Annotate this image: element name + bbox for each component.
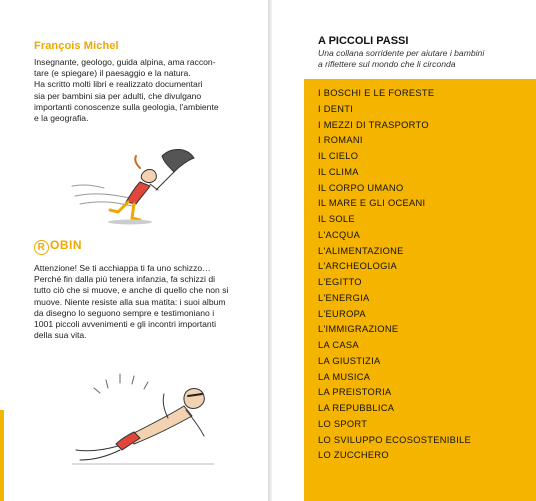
series-title-item: LO SVILUPPO ECOSOSTENIBILE — [318, 434, 471, 445]
series-title-item: I DENTI — [318, 103, 354, 114]
author-bio-line: sia per bambini sia per adulti, che divulgano — [34, 90, 202, 101]
logo-initial: R — [34, 240, 49, 255]
author-name: François Michel — [34, 40, 119, 52]
right-page — [272, 0, 536, 501]
series-title-item: L'EGITTO — [318, 277, 362, 287]
author-bio — [34, 57, 254, 124]
series-title-item: LA REPUBBLICA — [318, 403, 395, 413]
series-title-item: I BOSCHI E LE FORESTE — [318, 88, 435, 98]
series-title-item: LA CASA — [318, 340, 359, 350]
author-bio-line: Insegnante, geologo, guida alpina, ama raccon- — [34, 57, 216, 67]
author-bio-line: importanti conoscenze sulla geologia, l'ambiente — [34, 101, 219, 112]
series-title-item: LO ZUCCHERO — [318, 450, 389, 461]
yellow-edge-strip — [0, 410, 4, 501]
author-bio-line: e la geografia. — [34, 113, 89, 124]
illustrator-bio-line: tutto ciò che si muove, e anche di quello che non si — [34, 285, 229, 296]
series-subtitle — [318, 48, 528, 71]
series-titles-list — [318, 86, 471, 464]
series-title-item: LA MUSICA — [318, 371, 371, 382]
illustrator-bio-line: Attenzione! Se ti acchiappa ti fa uno schizzo… — [34, 263, 211, 273]
series-title-item: L'ALIMENTAZIONE — [318, 245, 404, 256]
series-title-item: IL CIELO — [318, 151, 359, 161]
illustrator-logo — [34, 238, 82, 255]
illustrator-bio-line: 1001 piccoli avvenimenti e gli incontri importanti — [34, 319, 216, 330]
series-title-item: L'ARCHEOLOGIA — [318, 261, 398, 272]
series-title-item: LA GIUSTIZIA — [318, 355, 381, 366]
series-title-item: IL CLIMA — [318, 166, 359, 177]
series-title-item: IL MARE E GLI OCEANI — [318, 198, 426, 209]
illustrator-bio-line: muove. Niente resiste alla sua matita: i suoi album — [34, 296, 226, 307]
series-title-item: I ROMANI — [318, 135, 363, 146]
series-title-item: I MEZZI DI TRASPORTO — [318, 119, 429, 130]
series-title-item: L'ENERGIA — [318, 292, 370, 303]
author-bio-line: Ha scritto molti libri e realizzato documentari — [34, 79, 203, 90]
sunbather-illustration — [68, 370, 218, 468]
series-subtitle-line: a riflettere sul mondo che li circonda — [318, 59, 456, 70]
illustrator-bio-line: da disegno lo seguono sempre e testimoniano i — [34, 307, 215, 318]
series-title: A PICCOLI PASSI — [318, 35, 409, 47]
series-title-item: LA PREISTORIA — [318, 387, 392, 398]
logo-rest: OBIN — [50, 238, 82, 252]
author-bio-line: tare (e spiegare) il paesaggio e la natura. — [34, 68, 191, 79]
series-title-item: LO SPORT — [318, 418, 368, 429]
series-title-item: IL CORPO UMANO — [318, 182, 404, 193]
series-title-item: L'EUROPA — [318, 308, 366, 319]
umbrella-wind-illustration — [70, 138, 200, 226]
illustrator-bio-line: Perché fin dalla più tenera infanzia, fa schizzi di — [34, 274, 216, 285]
series-title-item: L'ACQUA — [318, 229, 361, 240]
series-subtitle-line: Una collana sorridente per aiutare i bambini — [318, 48, 485, 58]
series-title-item: IL SOLE — [318, 214, 355, 224]
illustrator-bio — [34, 263, 254, 341]
illustrator-bio-line: della sua vita. — [34, 330, 87, 341]
series-title-item: L'IMMIGRAZIONE — [318, 324, 399, 335]
